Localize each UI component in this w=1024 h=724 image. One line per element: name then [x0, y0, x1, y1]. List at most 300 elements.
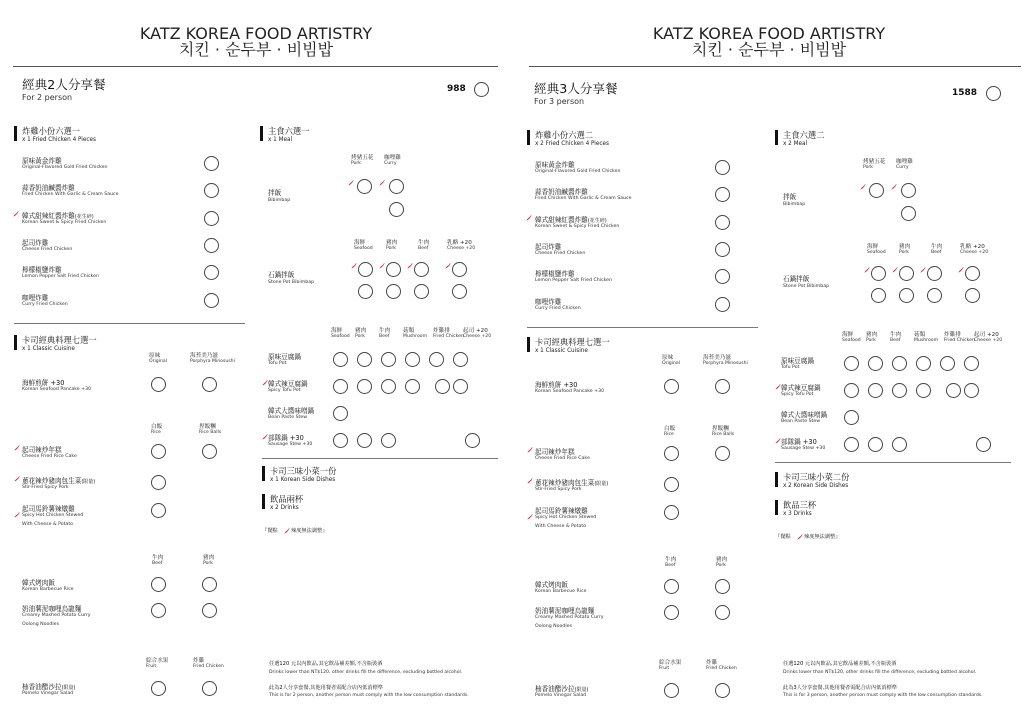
stone-option-label: 乳酪 +20	[960, 244, 985, 250]
chicken-stew-english-2: With Cheese & Potato	[22, 522, 74, 527]
drink-subtitle: x 2 Drinks	[270, 505, 299, 511]
fried-item-note: (花生碎)	[587, 217, 607, 224]
tofu-option-label: 海鮮	[842, 332, 854, 338]
curry-noodle-english-2: Oolong Noodles	[535, 624, 573, 629]
fried-item-checkbox[interactable]	[204, 238, 219, 253]
tofu-option-checkbox[interactable]	[381, 352, 396, 367]
pancake-english: Korean Seafood Pancake +30	[22, 387, 92, 392]
bibimbap-option-english: Pork	[351, 161, 361, 166]
section-marker	[262, 494, 265, 509]
bibimbap-option-english: Curry	[896, 165, 909, 170]
tofu-option-checkbox[interactable]	[357, 352, 372, 367]
tofu-option-checkbox[interactable]	[357, 433, 372, 448]
tofu-item-name: 韓式大醬味噌鍋	[268, 407, 315, 415]
stone-option-english: Cheese +20	[447, 246, 476, 251]
tofu-item-english: Sausage Stew +30	[268, 442, 313, 447]
curry-noodle-name: 奶油薯泥咖哩烏龍麵	[535, 607, 595, 615]
brand-name: KATZ KOREA FOOD ARTISTRY	[139, 24, 373, 43]
bibimbap-option-label: 烤豬五花	[351, 155, 374, 161]
drink-title: 飲品三杯	[783, 500, 817, 510]
curry-noodle-checkbox[interactable]	[664, 605, 679, 620]
tofu-option-checkbox[interactable]	[453, 379, 468, 394]
curry-noodle-english-2: Oolong Noodles	[22, 622, 60, 627]
bibimbap-option-label: 咖哩雞	[896, 159, 913, 165]
chili-pepper-icon	[12, 211, 19, 218]
pancake-option-checkbox[interactable]	[151, 377, 166, 392]
bibimbap-name: 拌飯	[783, 193, 797, 201]
tofu-option-checkbox[interactable]	[976, 437, 991, 452]
fried-item-checkbox[interactable]	[715, 242, 730, 257]
bbq-option-english: Pork	[203, 561, 213, 566]
bbq-rice-english: Korean Barbecue Rice	[535, 589, 587, 594]
fried-item-checkbox[interactable]	[204, 265, 219, 280]
fried-section-title: 炸雞小份六選二	[535, 130, 594, 140]
set-select-checkbox[interactable]	[986, 86, 1001, 101]
tofu-item-english: Bean Paste Stew	[781, 419, 821, 424]
chili-pepper-icon	[283, 528, 290, 535]
fried-item-checkbox[interactable]	[715, 215, 730, 230]
tofu-option-english: Seafood	[842, 338, 861, 343]
tofu-option-checkbox[interactable]	[964, 356, 979, 371]
stone-bibimbap-name: 石鍋拌飯	[268, 271, 295, 279]
bibimbap-option-checkbox[interactable]	[901, 183, 916, 198]
pancake-option-checkbox[interactable]	[664, 379, 679, 394]
bbq-option-checkbox[interactable]	[715, 579, 730, 594]
bibimbap-english: Bibimbap	[783, 202, 806, 207]
tofu-option-english: Seafood	[331, 334, 350, 339]
stone-option-english: Beef	[418, 246, 429, 251]
tofu-option-checkbox[interactable]	[892, 383, 907, 398]
ricecake-english: Cheese Fried Rice Cake	[22, 454, 77, 459]
stone-bibimbap-english: Stone Pot Bibimbap	[783, 284, 830, 289]
fried-item-english: Original-Flavored Gold Fried Chicken	[22, 165, 108, 170]
stone-option-checkbox[interactable]	[927, 266, 942, 281]
set-subtitle: For 2 person	[22, 93, 73, 102]
tofu-option-checkbox[interactable]	[868, 437, 883, 452]
pancake-option-checkbox[interactable]	[202, 377, 217, 392]
salad-option-label: 綜合水果	[659, 660, 682, 666]
tofu-option-checkbox[interactable]	[381, 379, 396, 394]
fried-item-name: 咖哩炸雞	[22, 293, 49, 302]
set-select-checkbox[interactable]	[474, 82, 489, 97]
tofu-option-checkbox[interactable]	[405, 352, 420, 367]
menu-for3	[513, 0, 1024, 724]
bbq-option-checkbox[interactable]	[151, 577, 166, 592]
classic-section-subtitle: x 1 Classic Cuisine	[22, 346, 75, 352]
tofu-option-english: Pork	[866, 338, 876, 343]
ricecake-option-english: Rice	[151, 430, 161, 435]
curry-noodle-english: Creamy Mashed Potato Curry	[22, 613, 91, 618]
salad-option-label: 綜合水果	[146, 658, 169, 664]
ricecake-option-english: Rice	[664, 432, 674, 437]
fried-item-checkbox[interactable]	[204, 156, 219, 171]
tofu-option-checkbox[interactable]	[844, 410, 859, 425]
fried-item-name: 韓式甜辣紅醬炸雞(花生碎)	[22, 211, 94, 220]
tofu-option-english: Fried Chicken	[433, 334, 464, 339]
chili-pepper-icon	[891, 267, 898, 274]
tofu-option-checkbox[interactable]	[465, 433, 480, 448]
set-price: 988	[447, 84, 466, 94]
tofu-item-name: 原味豆腐鍋	[268, 353, 301, 361]
fried-section-subtitle: x 2 Fried Chicken 4 Pieces	[535, 141, 609, 147]
pancake-option-english: Porphyra Minosushi	[703, 361, 748, 366]
salad-option-checkbox[interactable]	[664, 683, 679, 698]
section-divider	[262, 458, 498, 459]
chili-pepper-icon	[526, 514, 533, 521]
stone-option-label: 豬肉	[386, 240, 398, 246]
chili-pepper-icon	[347, 180, 354, 187]
tofu-item-english: Tofu Pot	[781, 365, 800, 370]
pancake-option-label: 海苔美乃滋	[190, 353, 218, 359]
fried-item-english: Lemon Pepper Salt Fried Chicken	[22, 274, 100, 280]
bbq-option-english: Beef	[152, 561, 163, 566]
fried-item-english: Fried Chicken With Garlic & Cream Sauce	[22, 192, 119, 198]
tofu-option-checkbox[interactable]	[892, 356, 907, 371]
set-title: 經典2人分享餐	[22, 77, 106, 92]
chili-pepper-icon	[919, 267, 926, 274]
chili-pepper-icon	[957, 267, 964, 274]
chicken-stew-english: Spicy Hot Chicken Stewed	[22, 513, 84, 518]
tofu-option-label: 海鮮	[331, 328, 343, 334]
tofu-option-label: 豬肉	[866, 332, 878, 338]
chili-pepper-icon	[13, 445, 20, 452]
fried-item-checkbox[interactable]	[204, 183, 219, 198]
salad-option-english: Fried Chicken	[193, 664, 224, 669]
fried-section-title: 炸雞小份六選一	[22, 126, 81, 136]
curry-noodle-checkbox[interactable]	[715, 605, 730, 620]
chili-pepper-icon	[406, 263, 413, 270]
stone-option-checkbox[interactable]	[452, 262, 467, 277]
bbq-option-english: Pork	[716, 563, 726, 568]
ricecake-option-label: 白飯	[664, 426, 676, 432]
drink-title: 飲品兩杯	[270, 494, 304, 504]
bbq-option-checkbox[interactable]	[202, 577, 217, 592]
ricecake-option-checkbox[interactable]	[202, 444, 217, 459]
spicy-pork-note: (限量)	[594, 481, 609, 487]
section-marker	[775, 472, 778, 487]
stone-option-checkbox[interactable]	[965, 288, 980, 303]
tofu-option-english: Pork	[355, 334, 365, 339]
fried-item-english: Original-Flavored Gold Fried Chicken	[535, 169, 621, 174]
fried-item-english: Korean Sweet & Spicy Fried Chicken	[535, 223, 620, 229]
side-dish-title: 卡司三味小菜一份	[270, 466, 337, 476]
fried-item-name: 檸檬椒鹽炸雞	[535, 270, 575, 279]
stone-option-english: Seafood	[354, 246, 373, 251]
section-marker	[14, 126, 17, 141]
stone-option-checkbox[interactable]	[965, 266, 980, 281]
tofu-option-checkbox[interactable]	[946, 383, 961, 398]
section-divider	[775, 462, 1011, 463]
chicken-stew-name: 起司馬鈴薯辣燉雞	[22, 505, 75, 513]
fried-item-name: 蒜香奶油鹹醬炸雞	[535, 188, 588, 197]
chili-pepper-icon	[378, 180, 385, 187]
drink-policy-en: Drinks lower than NT$120, other drinks fill the difference, excluding bottled alcohol.	[783, 670, 977, 675]
stone-option-label: 乳酪 +20	[447, 240, 472, 246]
chicken-stew-checkbox[interactable]	[664, 505, 679, 520]
tofu-option-checkbox[interactable]	[333, 352, 348, 367]
bibimbap-name: 拌飯	[268, 189, 282, 197]
stone-option-checkbox[interactable]	[358, 284, 373, 299]
side-dish-subtitle: x 2 Korean Side Dishes	[783, 483, 849, 489]
chili-pepper-icon	[444, 263, 451, 270]
spicy-pork-name: 蔥花辣炒豬肉包生菜(限量)	[22, 477, 96, 485]
tofu-item-name: 韓式大醬味噌鍋	[781, 411, 828, 419]
stone-bibimbap-english: Stone Pot Bibimbap	[268, 280, 315, 285]
curry-noodle-english: Creamy Mashed Potato Curry	[535, 615, 604, 620]
chicken-stew-english-2: With Cheese & Potato	[535, 524, 587, 529]
main-section-title: 主食六選一	[268, 126, 310, 136]
spicy-pork-checkbox[interactable]	[664, 477, 679, 492]
stone-option-english: Cheese +20	[960, 250, 989, 255]
fried-item-name: 起司炸雞	[22, 238, 49, 247]
pancake-english: Korean Seafood Pancake +30	[535, 389, 605, 394]
section-marker	[775, 130, 778, 145]
chili-pepper-icon	[774, 384, 781, 391]
stone-option-checkbox[interactable]	[899, 266, 914, 281]
set-title: 經典3人分享餐	[534, 81, 618, 96]
section-marker	[260, 126, 263, 141]
chili-pepper-icon	[890, 184, 897, 191]
drink-policy-en: Drinks lower than NT$120, other drinks fill the difference, excluding bottled alcohol.	[269, 670, 463, 675]
fried-item-name: 檸檬椒鹽炸雞	[22, 266, 62, 275]
header-divider	[13, 66, 498, 67]
fried-item-note: (花生碎)	[74, 213, 94, 220]
stone-option-checkbox[interactable]	[414, 262, 429, 277]
tofu-option-checkbox[interactable]	[429, 352, 444, 367]
stone-option-label: 牛肉	[418, 240, 430, 246]
tofu-item-english: Spicy Tofu Pot	[781, 392, 814, 397]
side-dish-title: 卡司三味小菜二份	[783, 472, 850, 482]
tofu-option-english: Cheese +20	[974, 338, 1003, 343]
ricecake-option-checkbox[interactable]	[664, 446, 679, 461]
bibimbap-option-checkbox[interactable]	[869, 183, 884, 198]
fried-item-checkbox[interactable]	[715, 187, 730, 202]
spicy-pork-checkbox[interactable]	[151, 475, 166, 490]
tofu-option-checkbox[interactable]	[844, 383, 859, 398]
chicken-stew-checkbox[interactable]	[151, 503, 166, 518]
tofu-item-name: 韓式辣豆腐鍋	[781, 384, 821, 392]
tofu-option-english: Mushroom	[403, 334, 428, 339]
section-divider	[14, 323, 245, 324]
tofu-option-english: Cheese +20	[463, 334, 492, 339]
drink-policy-zh: 任選120 元以內飲品,其它飲品補差額,不含瓶裝酒	[783, 661, 897, 667]
party-policy-zh: 此為3人分享套餐,其他用餐者需配合店內低消標準	[783, 685, 897, 691]
tofu-option-checkbox[interactable]	[453, 352, 468, 367]
chili-pepper-icon	[526, 447, 533, 454]
classic-section-title: 卡司經典料理七選一	[535, 337, 610, 347]
party-policy-zh: 此為2人分享套餐,其他用餐者需配合店內低消標準	[269, 685, 383, 691]
stone-option-checkbox[interactable]	[386, 284, 401, 299]
brand-tagline: 치킨 · 순두부 · 비빔밥	[178, 40, 334, 59]
spicy-notice-end: 辣度無法調整』	[804, 534, 841, 540]
bbq-option-label: 牛肉	[665, 557, 677, 563]
salad-option-english: Fried Chicken	[706, 666, 737, 671]
chicken-stew-english: Spicy Hot Chicken Stewed	[535, 515, 597, 520]
chili-pepper-icon	[13, 512, 20, 519]
curry-noodle-checkbox[interactable]	[202, 603, 217, 618]
bibimbap-option-checkbox[interactable]	[389, 202, 404, 217]
bibimbap-option-label: 咖哩雞	[384, 155, 401, 161]
stone-option-checkbox[interactable]	[871, 288, 886, 303]
bbq-option-checkbox[interactable]	[664, 579, 679, 594]
tofu-option-checkbox[interactable]	[892, 437, 907, 452]
fried-item-english: Cheese Fried Chicken	[535, 250, 586, 256]
ricecake-option-label: 捏飯糰	[199, 424, 216, 430]
tofu-option-label: 炸雞排	[433, 328, 450, 334]
bibimbap-option-checkbox[interactable]	[357, 179, 372, 194]
tofu-option-checkbox[interactable]	[333, 406, 348, 421]
party-policy-en: This is for 2 person, another person must comply with the low consumption standards.	[269, 693, 469, 698]
tofu-option-checkbox[interactable]	[333, 379, 348, 394]
stone-option-checkbox[interactable]	[899, 288, 914, 303]
pancake-option-english: Porphyra Minosushi	[190, 359, 235, 364]
bibimbap-option-checkbox[interactable]	[901, 206, 916, 221]
stone-option-english: Pork	[899, 250, 909, 255]
fried-item-english: Curry Fried Chicken	[535, 305, 581, 311]
ricecake-name: 起司辣炒年糕	[22, 446, 62, 454]
tofu-option-checkbox[interactable]	[405, 379, 420, 394]
pancake-option-english: Original	[149, 359, 167, 364]
ricecake-option-checkbox[interactable]	[151, 444, 166, 459]
ricecake-option-english: Rice Balls	[199, 430, 222, 435]
salad-option-label: 炸雞	[193, 658, 205, 664]
stone-option-english: Seafood	[867, 250, 886, 255]
chili-pepper-icon	[525, 215, 532, 222]
brand-name: KATZ KOREA FOOD ARTISTRY	[652, 24, 886, 43]
stone-option-english: Pork	[386, 246, 396, 251]
tofu-option-checkbox[interactable]	[868, 383, 883, 398]
tofu-option-label: 豬肉	[355, 328, 367, 334]
tofu-option-label: 起司 +20	[463, 328, 488, 334]
chili-pepper-icon	[261, 434, 268, 441]
tofu-item-english: Spicy Tofu Pot	[268, 388, 301, 393]
fried-item-name: 蒜香奶油鹹醬炸雞	[22, 184, 75, 193]
main-section-subtitle: x 1 Meal	[268, 137, 293, 143]
tofu-option-english: Mushroom	[914, 338, 939, 343]
fried-item-english: Lemon Pepper Salt Fried Chicken	[535, 278, 613, 284]
tofu-option-checkbox[interactable]	[844, 356, 859, 371]
salad-option-checkbox[interactable]	[151, 681, 166, 696]
stone-option-english: Beef	[931, 250, 942, 255]
tofu-option-english: Fried Chicken	[944, 338, 975, 343]
tofu-item-english: Tofu Pot	[268, 361, 287, 366]
fried-item-name: 原味黃金炸雞	[535, 161, 575, 169]
tofu-option-checkbox[interactable]	[357, 379, 372, 394]
salad-name: 柚香油醋沙拉(限量)	[535, 685, 589, 693]
section-marker	[527, 130, 530, 145]
classic-section-subtitle: x 1 Classic Cuisine	[535, 348, 588, 354]
bbq-option-label: 牛肉	[152, 555, 164, 561]
stone-option-checkbox[interactable]	[414, 284, 429, 299]
salad-note: (限量)	[61, 685, 76, 691]
fried-item-english: Korean Sweet & Spicy Fried Chicken	[22, 219, 107, 225]
tofu-option-checkbox[interactable]	[435, 379, 450, 394]
tofu-option-label: 牛肉	[379, 328, 391, 334]
ricecake-option-label: 白飯	[151, 424, 163, 430]
stone-option-checkbox[interactable]	[386, 262, 401, 277]
tofu-option-label: 菇類	[403, 328, 415, 334]
salad-option-english: Fruit	[146, 664, 157, 669]
section-marker	[775, 500, 778, 515]
tofu-option-english: Beef	[379, 334, 390, 339]
tofu-option-checkbox[interactable]	[964, 383, 979, 398]
pancake-option-label: 原味	[149, 353, 161, 359]
fried-section-subtitle: x 1 Fried Chicken 4 Pieces	[22, 137, 96, 143]
salad-option-checkbox[interactable]	[715, 683, 730, 698]
salad-note: (限量)	[574, 687, 589, 693]
fried-item-checkbox[interactable]	[204, 293, 219, 308]
fried-item-name: 咖哩炸雞	[535, 297, 562, 306]
stone-option-label: 海鮮	[354, 240, 366, 246]
fried-item-name: 起司炸雞	[535, 242, 562, 251]
bibimbap-option-label: 烤豬五花	[863, 159, 886, 165]
salad-english: Pomelo Vinegar Salad	[535, 693, 587, 698]
tofu-option-checkbox[interactable]	[381, 433, 396, 448]
chili-pepper-icon	[796, 534, 803, 541]
tofu-option-checkbox[interactable]	[940, 356, 955, 371]
stone-option-checkbox[interactable]	[358, 262, 373, 277]
curry-noodle-name: 奶油薯泥咖哩烏龍麵	[22, 605, 82, 613]
set-subtitle: For 3 person	[534, 97, 585, 106]
salad-name: 柚香油醋沙拉(限量)	[22, 683, 76, 691]
bbq-option-label: 豬肉	[203, 555, 215, 561]
section-divider	[527, 327, 758, 328]
fried-item-checkbox[interactable]	[715, 269, 730, 284]
bbq-rice-name: 韓式烤肉飯	[22, 579, 55, 587]
chili-pepper-icon	[261, 380, 268, 387]
tofu-item-english: Bean Paste Stew	[268, 415, 308, 420]
spicy-pork-note: (限量)	[81, 479, 96, 485]
drink-subtitle: x 3 Drinks	[783, 511, 812, 517]
set-price: 1588	[952, 88, 978, 98]
tofu-item-english: Sausage Stew +30	[781, 446, 826, 451]
bbq-rice-name: 韓式烤肉飯	[535, 581, 568, 589]
tofu-option-checkbox[interactable]	[868, 356, 883, 371]
bibimbap-option-english: Curry	[384, 161, 397, 166]
tofu-item-name: 部隊鍋 +30	[781, 438, 817, 446]
fried-item-checkbox[interactable]	[715, 160, 730, 175]
fried-item-name: 韓式甜辣紅醬炸雞(花生碎)	[535, 215, 607, 224]
stone-option-label: 牛肉	[931, 244, 943, 250]
tofu-option-checkbox[interactable]	[916, 383, 931, 398]
ricecake-option-label: 捏飯糰	[712, 426, 729, 432]
stone-option-checkbox[interactable]	[927, 288, 942, 303]
pancake-option-checkbox[interactable]	[715, 379, 730, 394]
bbq-rice-english: Korean Barbecue Rice	[22, 587, 74, 592]
salad-english: Pomelo Vinegar Salad	[22, 691, 74, 696]
pancake-option-english: Original	[662, 361, 680, 366]
curry-noodle-checkbox[interactable]	[151, 603, 166, 618]
tofu-item-name: 韓式辣豆腐鍋	[268, 380, 308, 388]
bibimbap-option-checkbox[interactable]	[389, 179, 404, 194]
tofu-option-checkbox[interactable]	[844, 437, 859, 452]
tofu-option-checkbox[interactable]	[916, 356, 931, 371]
bibimbap-option-english: Pork	[863, 165, 873, 170]
stone-option-checkbox[interactable]	[452, 284, 467, 299]
ricecake-option-checkbox[interactable]	[715, 446, 730, 461]
classic-section-title: 卡司經典料理七選一	[22, 335, 97, 345]
fried-item-checkbox[interactable]	[204, 211, 219, 226]
tofu-option-label: 牛肉	[890, 332, 902, 338]
bbq-option-label: 豬肉	[716, 557, 728, 563]
fried-item-checkbox[interactable]	[715, 297, 730, 312]
section-marker	[14, 335, 17, 350]
tofu-option-checkbox[interactable]	[333, 433, 348, 448]
chili-pepper-icon	[13, 476, 20, 483]
salad-option-checkbox[interactable]	[202, 681, 217, 696]
stone-option-checkbox[interactable]	[871, 266, 886, 281]
stone-option-label: 豬肉	[899, 244, 911, 250]
